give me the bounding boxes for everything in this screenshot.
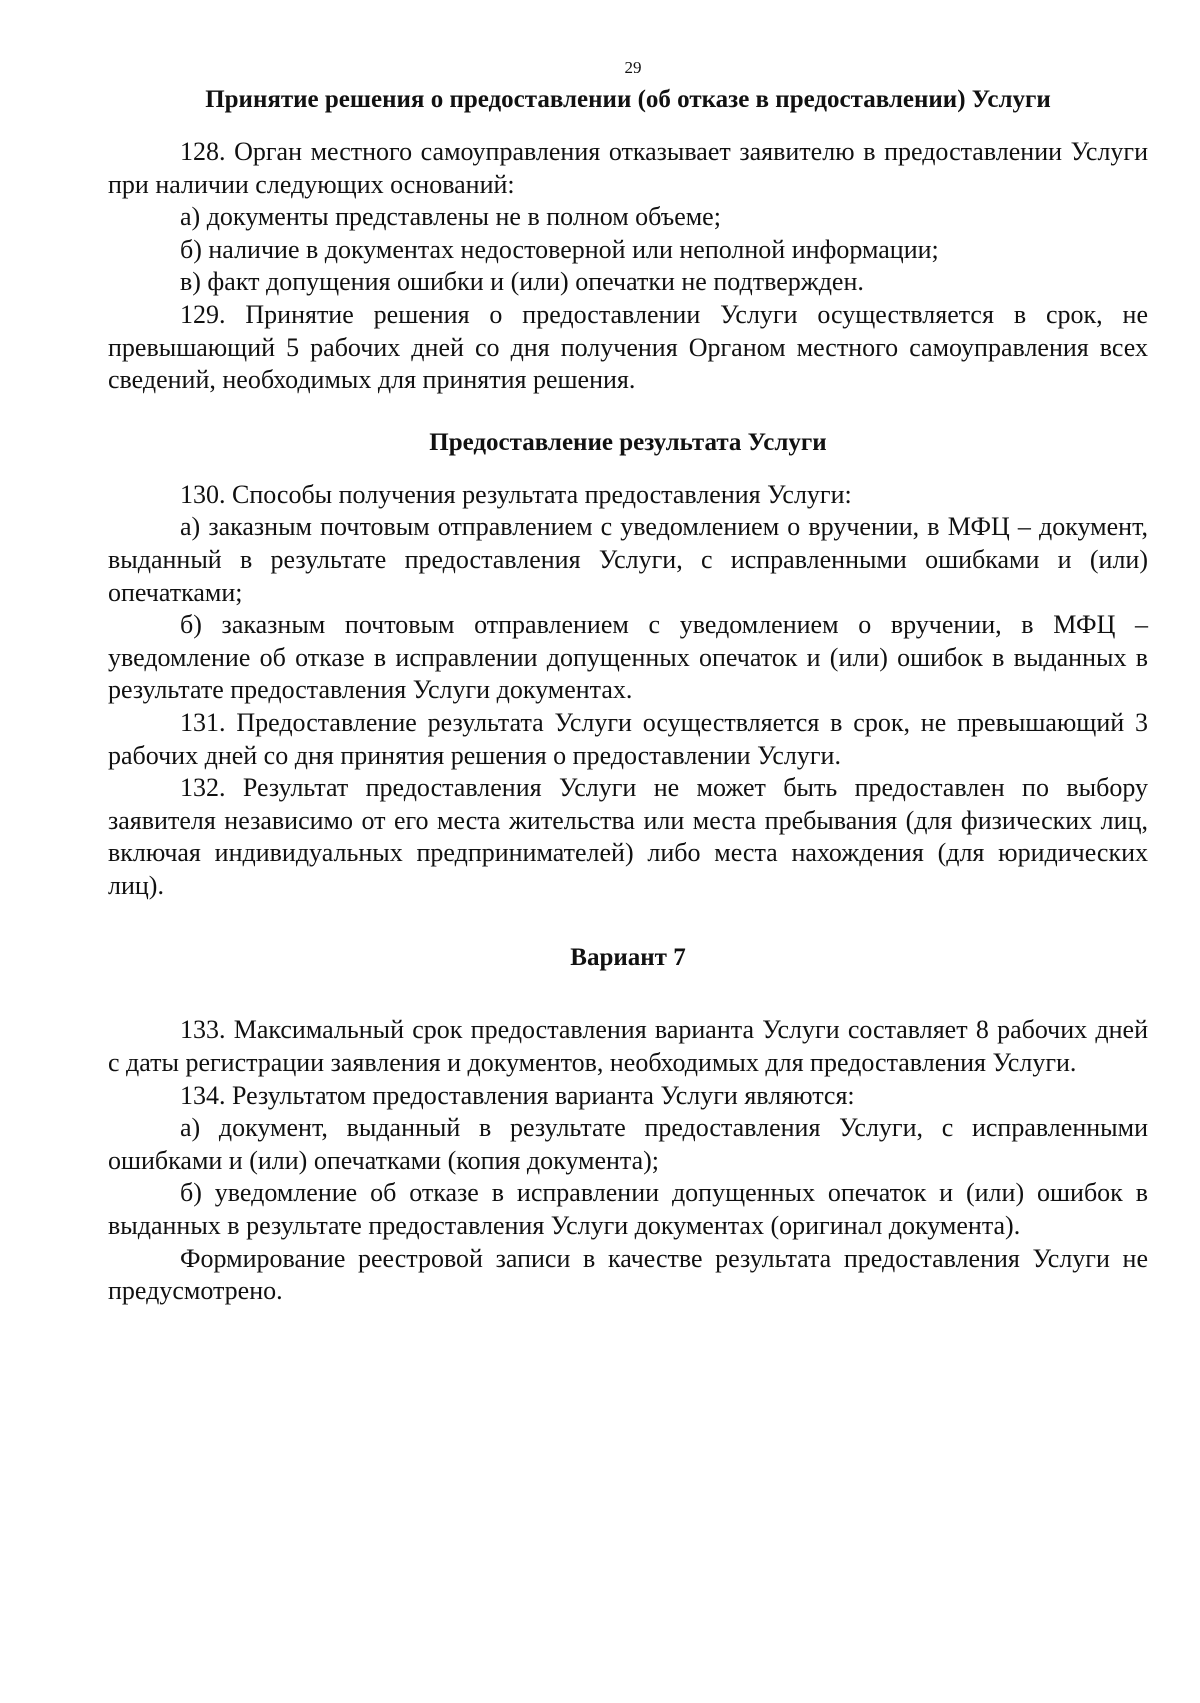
list-item-134-a: а) документ, выданный в результате предоставления Услуги, с исправленными ошибками и (или) опечатками (копия документа);: [108, 1113, 1148, 1175]
section-heading-variant-7: Вариант 7: [570, 944, 686, 972]
section-heading-decision: Принятие решения о предоставлении (об отказе в предоставлении) Услуги: [205, 86, 1051, 113]
list-item-128-c: в) факт допущения ошибки и (или) опечатки не подтвержден.: [180, 267, 864, 297]
list-item-130-b: б) заказным почтовым отправлением с уведомлением о вручении, в МФЦ – уведомление об отказе в исправлении допущенных опечаток и (или) ошибок в выданных в результате предоставления Услуги документах.: [108, 610, 1148, 705]
page-number: 29: [624, 58, 642, 77]
document-page: [108, 58, 1148, 1308]
paragraph-130: 130. Способы получения результата предоставления Услуги:: [180, 479, 852, 509]
list-item-130-a: а) заказным почтовым отправлением с уведомлением о вручении, в МФЦ – документ, выданный в результате предоставления Услуги, с исправленными ошибками и (или) опечатками;: [108, 512, 1148, 607]
paragraph-133: 133. Максимальный срок предоставления варианта Услуги составляет 8 рабочих дней с даты регистрации заявления и документов, необходимых для предоставления Услуги.: [108, 1015, 1148, 1078]
list-item-134-b: б) уведомление об отказе в исправлении допущенных опечаток и (или) ошибок в выданных в результате предоставления Услуги документах (оригинал документа).: [108, 1178, 1148, 1241]
paragraph-134: 134. Результатом предоставления варианта Услуги являются:: [180, 1080, 855, 1110]
list-item-128-b: б) наличие в документах недостоверной или неполной информации;: [180, 234, 939, 264]
paragraph-131: 131. Предоставление результата Услуги осуществляется в срок, не превышающий 3 рабочих дней со дня принятия решения о предоставлении Услуги.: [108, 707, 1148, 770]
section-heading-result: Предоставление результата Услуги: [429, 428, 827, 456]
paragraph-129: 129. Принятие решения о предоставлении Услуги осуществляется в срок, не превышающий 5 рабочих дней со дня получения Органом местного самоуправления всех сведений, необходимых для принятия решения.: [108, 299, 1148, 395]
paragraph-registry-note: Формирование реестровой записи в качестве результата предоставления Услуги не предусмотрено.: [108, 1243, 1148, 1306]
list-item-128-a: а) документы представлены не в полном объеме;: [180, 202, 721, 232]
paragraph-128: 128. Орган местного самоуправления отказывает заявителю в предоставлении Услуги при наличии следующих оснований:: [108, 137, 1148, 199]
paragraph-132: 132. Результат предоставления Услуги не может быть предоставлен по выбору заявителя независимо от его места жительства или места пребывания (для физических лиц, включая индивидуальных предпринимателей) либо места нахождения (для юридических лиц).: [108, 773, 1148, 900]
